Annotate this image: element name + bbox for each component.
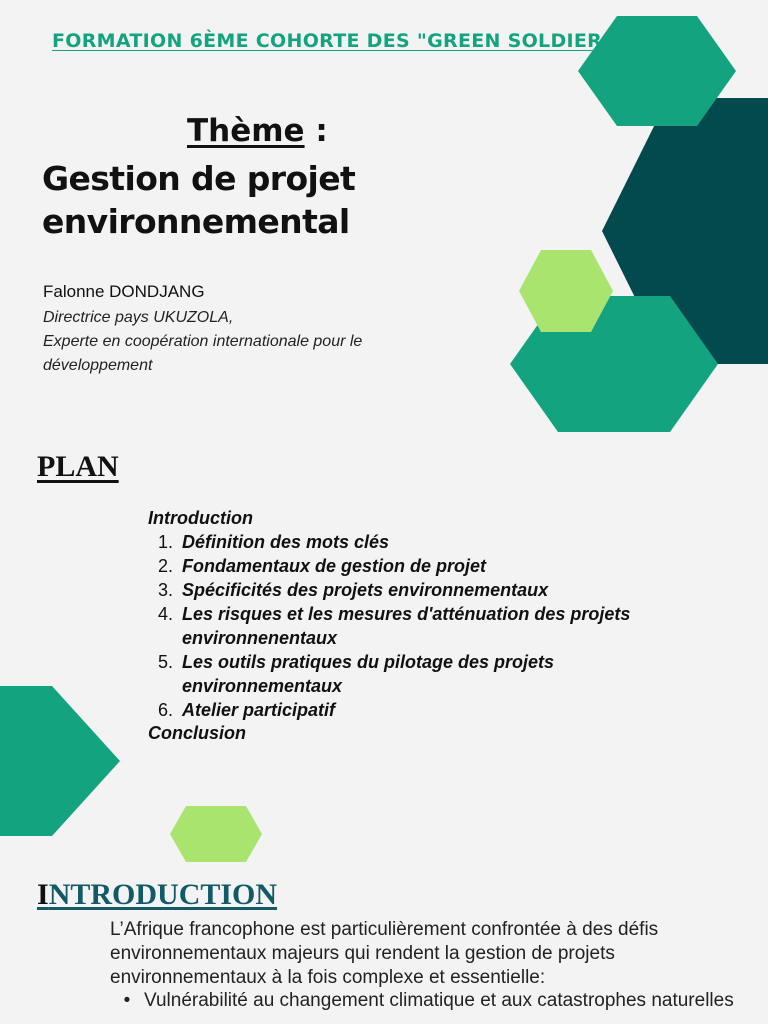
plan-item [158,530,718,554]
introduction-paragraph: L’Afrique francophone est particulièrement confrontée à des défis environnementaux majeurs qui rendent la gestion de projets environnementaux à la fois complexe et essentielle: [110,919,659,988]
light-green-hexagon [519,250,613,332]
plan-introduction: Introduction [148,508,253,528]
plan-item-text: Atelier participatif [182,700,336,720]
plan-item [158,554,718,578]
plan-item-number: 4. [158,604,174,624]
plan-conclusion: Conclusion [148,723,246,743]
plan-item-number: 1. [158,532,174,552]
plan-item-number: 5. [158,652,174,672]
introduction-bullets [110,989,750,1013]
plan-item [158,602,718,650]
author-name: Falonne DONDJANG [43,282,205,301]
plan-item-text: Fondamentaux de gestion de projet [182,556,487,576]
plan-list [158,530,718,722]
plan-item-text: Les risques et les mesures d'atténuation des projets environnenentaux [182,604,631,648]
introduction-heading [37,878,277,912]
plan-heading: PLAN [37,450,119,483]
bottom-light-green-hexagon [170,806,262,862]
theme-label-separator: : [304,113,328,149]
introduction-heading-initial: I [37,878,49,911]
plan-item-number: 6. [158,700,174,720]
plan-item-number: 3. [158,580,174,600]
bullet-text: Vulnérabilité au changement climatique et aux catastrophes naturelles [144,990,734,1011]
theme-title: Gestion de projet environnemental [42,159,356,241]
bullet-item [110,989,750,1013]
bullet-dot-icon: • [123,990,131,1011]
author-role: Directrice pays UKUZOLA, [43,309,234,326]
plan-item [158,650,718,698]
plan-item-text: Spécificités des projets environnementaux [182,580,549,600]
formation-banner: FORMATION 6ÈME COHORTE DES "GREEN SOLDIERS [52,30,617,52]
left-green-hexagon [0,686,120,836]
plan-item-number: 2. [158,556,174,576]
plan-item-text: Définition des mots clés [182,532,390,552]
plan-item [158,698,718,722]
plan-item [158,578,718,602]
introduction-heading-rest: NTRODUCTION [48,878,278,911]
author-expertise: Experte en coopération internationale pour le développement [43,333,363,374]
theme-label-text: Thème [187,113,305,149]
plan-item-text: Les outils pratiques du pilotage des projets environnementaux [182,652,555,696]
theme-label [187,113,328,149]
